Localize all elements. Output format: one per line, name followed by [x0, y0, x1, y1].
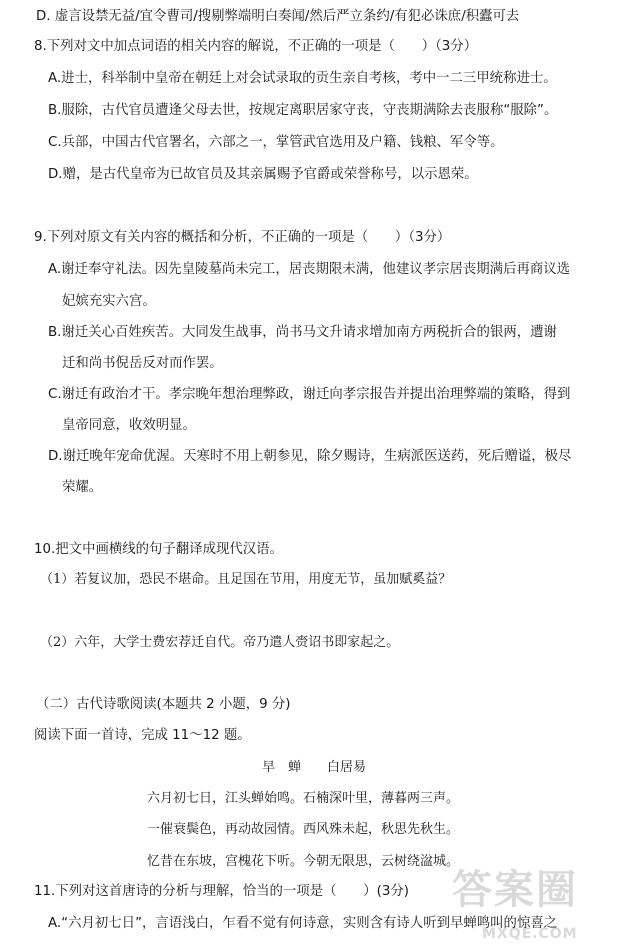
q7-option-d: D. 虚言设禁无益/宜令曹司/搜剔弊端明白奏闻/然后严立条约/有犯必诛庶/积蠹可去: [36, 9, 520, 24]
poem-line-1: 六月初七日，江头蝉始鸣。石楠深叶里，薄暮两三声。: [147, 791, 460, 806]
watermark-logo-text: 答案圈: [452, 867, 578, 913]
q11-stem: 11.下列对这首唐诗的分析与理解，恰当的一项是（ ）(3分): [34, 884, 410, 899]
q10-sentence-2: （2）六年，大学士费宏荐迁自代。帝乃遣人赍诏书即家起之。: [40, 635, 400, 650]
q9-option-c-line1: C.谢迁有政治才干。孝宗晚年想治理弊政，谢迁向孝宗报告并提出治理弊端的策略，得到: [48, 387, 571, 402]
q9-option-a-line1: A.谢迁奉守礼法。因先皇陵墓尚未完工，居丧期限未满，他建议孝宗居丧期满后再商议选: [48, 262, 571, 277]
poem-line-3: 忆昔在东坡，宫槐花下听。今朝无限思，云树绕湓城。: [147, 854, 460, 869]
q9-option-d-line2: 荣耀。: [62, 480, 103, 495]
q11-option-a: A.“六月初七日”，言语浅白，乍看不觉有何诗意，实则含有诗人听到早蝉鸣叫的惊喜之: [48, 916, 558, 931]
q9-option-b-line1: B.谢迁关心百姓疾苦。大同发生战事，尚书马文升请求增加南方两税折合的银两，遭谢: [48, 325, 557, 340]
q9-option-c-line2: 皇帝同意，收效明显。: [62, 418, 196, 433]
q9-option-d-line1: D.谢迁晚年宠命优渥。天寒时不用上朝参见，除夕赐诗，生病派医送药，死后赠谥，极尽: [48, 449, 572, 464]
q8-option-b: B.服除，古代官员遭逢父母去世，按规定离职居家守丧，守丧期满除去丧服称“服除”。: [48, 103, 558, 118]
section2-heading: （二）古代诗歌阅读(本题共 2 小题，9 分): [36, 697, 291, 712]
watermark-url: MXQE.COM: [482, 926, 578, 942]
q8-option-c: C.兵部，中国古代官署名，六部之一，掌管武官选用及户籍、钱粮、军令等。: [48, 135, 504, 150]
section2-intro: 阅读下面一首诗，完成 11～12 题。: [34, 728, 251, 743]
poem-line-2: 一催衰鬓色，再动故园情。西风殊未起，秋思先秋生。: [147, 822, 460, 837]
q10-stem: 10.把文中画横线的句子翻译成现代汉语。: [34, 542, 283, 557]
q8-option-d: D.赠，是古代皇帝为已故官员及其亲属赐予官爵或荣誉称号，以示恩荣。: [48, 167, 478, 182]
q9-stem: 9.下列对原文有关内容的概括和分析，不正确的一项是（ ）（3分）: [34, 230, 451, 245]
q9-option-a-line2: 妃嫔充实六宫。: [62, 294, 156, 309]
q10-sentence-1: （1）若复议加，恐民不堪命。且足国在节用，用度无节，虽加赋奚益？: [40, 572, 452, 587]
poem-title: 早 蝉 白居易: [262, 760, 367, 775]
q9-option-b-line2: 迁和尚书倪岳反对而作罢。: [62, 356, 223, 371]
q8-stem: 8.下列对文中加点词语的相关内容的解说，不正确的一项是（ ）（3分）: [34, 39, 478, 54]
q8-option-a: A.进士，科举制中皇帝在朝廷上对会试录取的贡生亲自考核，考中一二三甲统称进士。: [48, 71, 557, 86]
